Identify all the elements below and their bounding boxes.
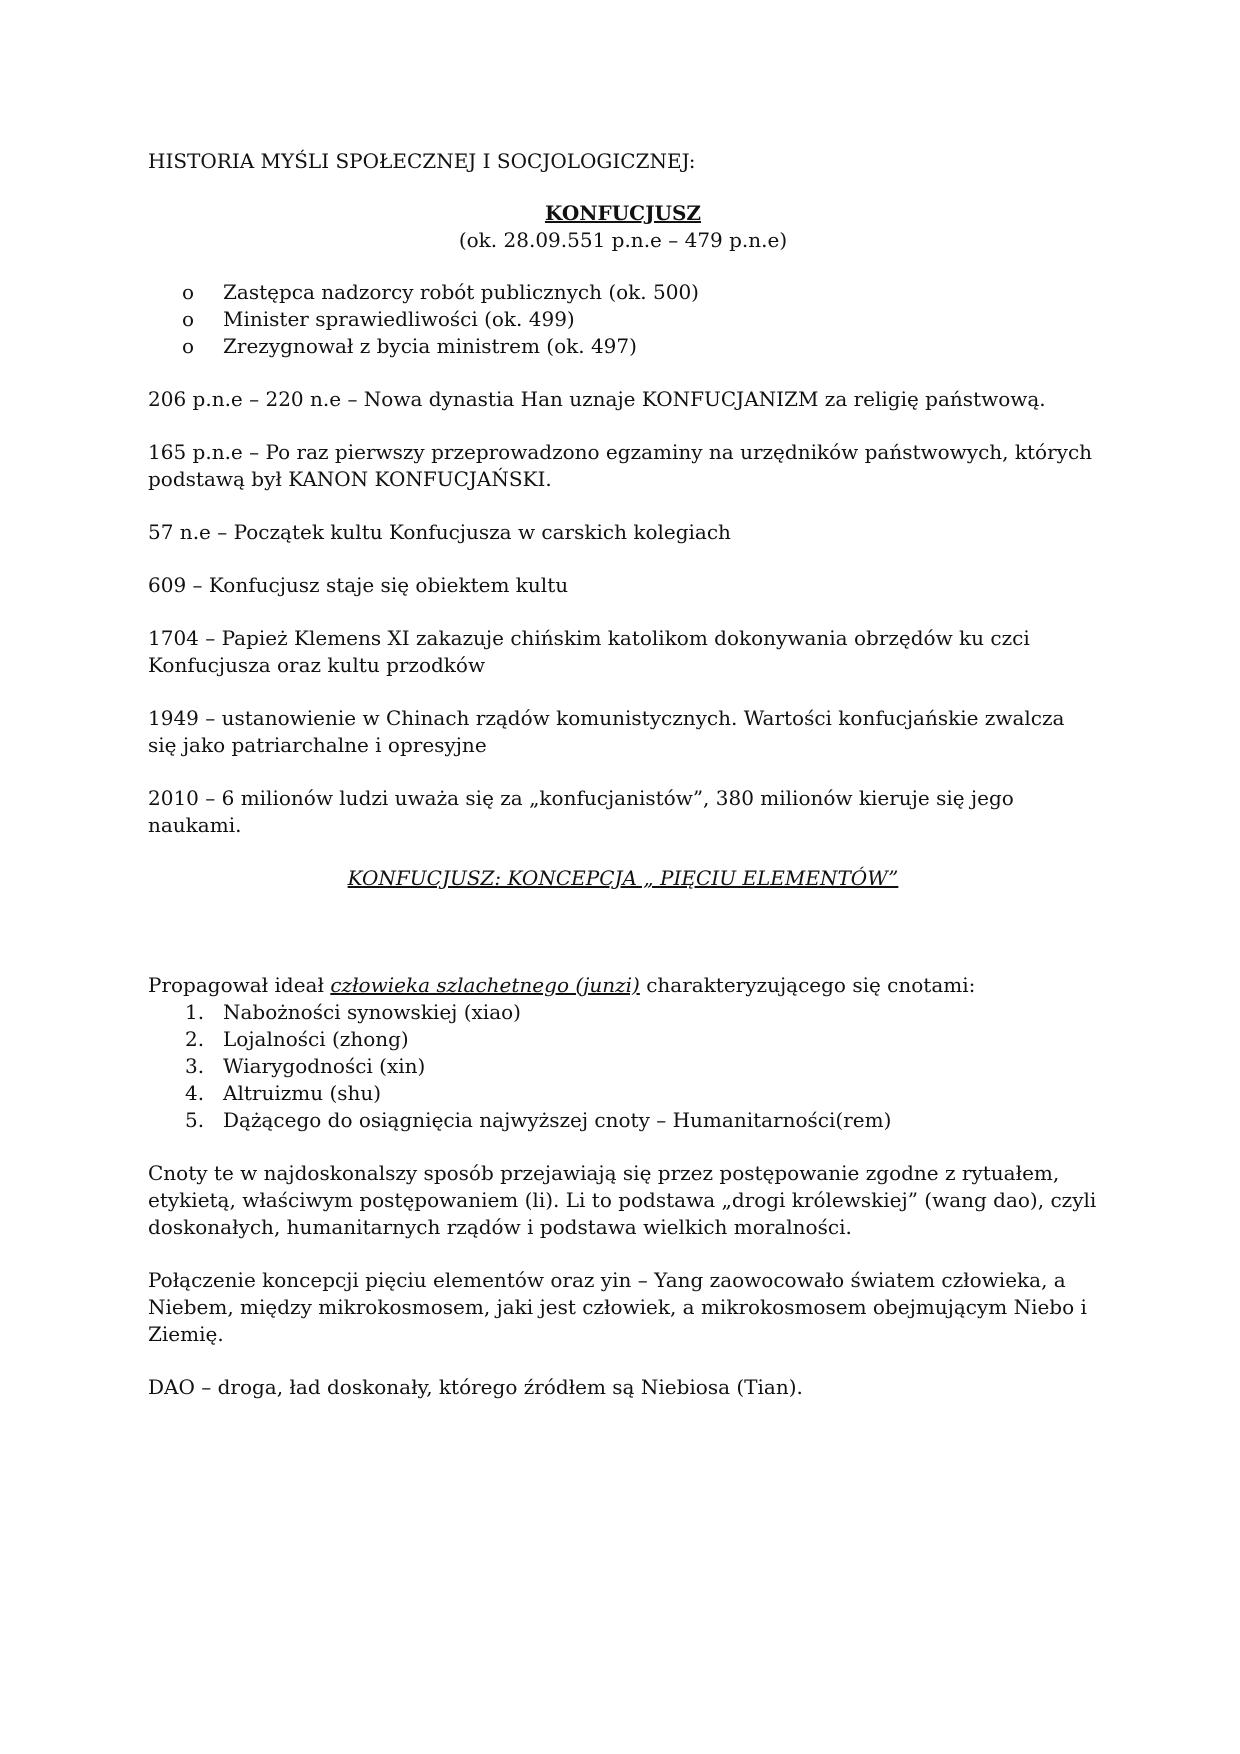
- list-item: [148, 1107, 1098, 1134]
- list-item-text: Dążącego do osiągnięcia najwyższej cnoty – Humanitarności(rem): [223, 1108, 892, 1132]
- timeline-entry: 165 p.n.e – Po raz pierwszy przeprowadzono egzaminy na urzędników państwowych, których podstawą był KANON KONFUCJAŃSKI.: [148, 440, 1093, 491]
- list-item: [148, 333, 1098, 360]
- timeline-entry: 1949 – ustanowienie w Chinach rządów komunistycznych. Wartości konfucjańskie zwalcza się jako patriarchalne i opresyjne: [148, 706, 1065, 757]
- item-number: 5.: [185, 1108, 205, 1132]
- intro-text-end: charakteryzującego się cnotami:: [639, 973, 976, 997]
- timeline-entry: 206 p.n.e – 220 n.e – Nowa dynastia Han uznaje KONFUCJANIZM za religię państwową.: [148, 387, 1046, 411]
- document-title: KONFUCJUSZ: [544, 201, 702, 225]
- list-item: [148, 306, 1098, 333]
- document-body: [148, 148, 1098, 1401]
- list-item-text: Lojalności (zhong): [223, 1027, 409, 1051]
- intro-emphasis: człowieka szlachetnego (junzi): [330, 973, 640, 997]
- list-item-text: Zastępca nadzorcy robót publicznych (ok. 500): [223, 280, 699, 304]
- timeline-entry: 2010 – 6 milionów ludzi uważa się za „konfucjanistów”, 380 milionów kieruje się jego naukami.: [148, 786, 1014, 837]
- list-item-text: Altruizmu (shu): [223, 1081, 382, 1105]
- list-item-text: Zrezygnował z bycia ministrem (ok. 497): [223, 334, 637, 358]
- timeline-entry: 1704 – Papież Klemens XI zakazuje chińskim katolikom dokonywania obrzędów ku czci Konfucjusza oraz kultu przodków: [148, 626, 1030, 677]
- intro-paragraph: [148, 972, 1098, 999]
- list-item: [148, 1026, 1098, 1053]
- body-paragraph: DAO – droga, ład doskonały, którego źródłem są Niebiosa (Tian).: [148, 1375, 803, 1399]
- document-heading: HISTORIA MYŚLI SPOŁECZNEJ I SOCJOLOGICZNEJ:: [148, 149, 696, 173]
- item-number: 3.: [185, 1054, 205, 1078]
- item-number: 2.: [185, 1027, 205, 1051]
- intro-text: Propagował ideał: [148, 973, 331, 997]
- timeline-entry: 57 n.e – Początek kultu Konfucjusza w carskich kolegiach: [148, 520, 731, 544]
- list-item-text: Minister sprawiedliwości (ok. 499): [223, 307, 575, 331]
- body-paragraph: Połączenie koncepcji pięciu elementów oraz yin – Yang zaowocowało światem człowieka, a Niebem, między mikrokosmosem, jaki jest człowiek, a mikrokosmosem obejmującym Niebo i Ziemię.: [148, 1268, 1087, 1346]
- list-item-text: Nabożności synowskiej (xiao): [223, 1000, 521, 1024]
- item-number: 1.: [185, 1000, 205, 1024]
- item-number: 4.: [185, 1081, 205, 1105]
- bullet-marker: o: [182, 334, 195, 358]
- bullet-marker: o: [182, 307, 195, 331]
- list-item: [148, 999, 1098, 1026]
- bullet-marker: o: [182, 280, 195, 304]
- section-title: KONFUCJUSZ: KONCEPCJA „ PIĘCIU ELEMENTÓW”: [347, 866, 899, 890]
- list-item: [148, 1080, 1098, 1107]
- timeline-entry: 609 – Konfucjusz staje się obiektem kultu: [148, 573, 569, 597]
- virtues-list: [148, 999, 1098, 1134]
- list-item: [148, 279, 1098, 306]
- list-item: [148, 1053, 1098, 1080]
- lifespan-dates: (ok. 28.09.551 p.n.e – 479 p.n.e): [458, 228, 788, 252]
- list-item-text: Wiarygodności (xin): [223, 1054, 426, 1078]
- body-paragraph: Cnoty te w najdoskonalszy sposób przejawiają się przez postępowanie zgodne z rytuałem, etykietą, właściwym postępowaniem (li). Li to podstawa „drogi królewskiej” (wang dao), czyli doskonałych, humanitarnych rządów i podstawa wielkich moralności.: [148, 1161, 1097, 1239]
- career-list: [148, 279, 1098, 360]
